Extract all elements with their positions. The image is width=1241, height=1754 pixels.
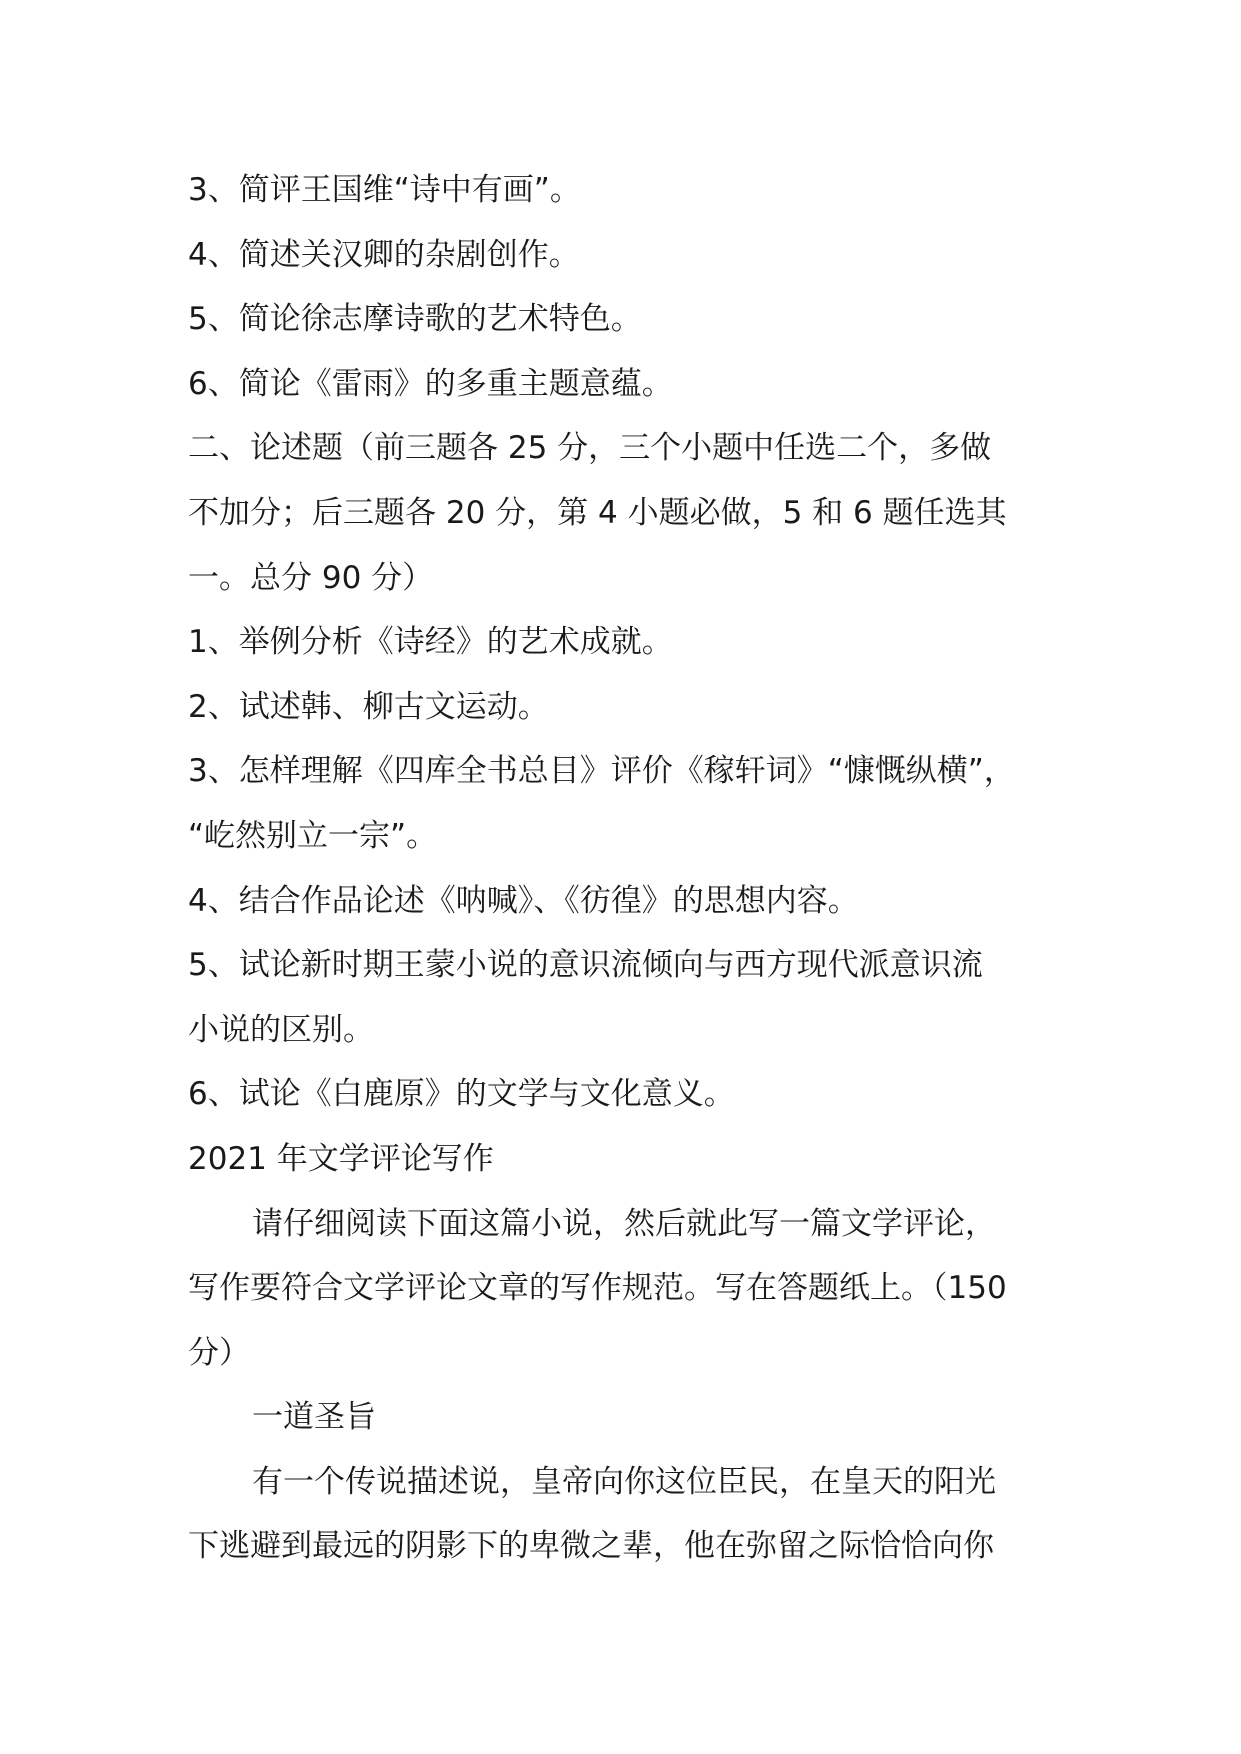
essay-question-1: 1、举例分析《诗经》的艺术成就。: [188, 624, 673, 661]
essay-question-5-line-1: 5、试论新时期王蒙小说的意识流倾向与西方现代派意识流: [188, 947, 983, 984]
essay-question-3-line-1: 3、怎样理解《四库全书总目》评价《稼轩词》“慷慨纵横”，: [188, 753, 1015, 790]
short-answer-question-4: 4、简述关汉卿的杂剧创作。: [188, 236, 580, 273]
instruction-paragraph-line-3: 分）: [188, 1334, 250, 1371]
section-title-2021-literary-criticism: 2021 年文学评论写作: [188, 1140, 494, 1177]
document-body: [188, 158, 1068, 1579]
essay-question-6: 6、试论《白鹿原》的文学与文化意义。: [188, 1076, 735, 1113]
essay-question-5-line-2: 小说的区别。: [188, 1011, 374, 1048]
short-answer-question-5: 5、简论徐志摩诗歌的艺术特色。: [188, 301, 642, 338]
essay-section-heading-line-3: 一。总分 90 分）: [188, 559, 434, 596]
instruction-paragraph-line-2: 写作要符合文学评论文章的写作规范。写在答题纸上。（150: [188, 1270, 1007, 1307]
instruction-paragraph-line-1: 请仔细阅读下面这篇小说，然后就此写一篇文学评论，: [252, 1205, 996, 1242]
short-answer-question-6: 6、简论《雷雨》的多重主题意蕴。: [188, 365, 673, 402]
short-answer-question-3: 3、简评王国维“诗中有画”。: [188, 172, 581, 208]
essay-question-4: 4、结合作品论述《呐喊》、《彷徨》的思想内容。: [188, 882, 859, 919]
essay-question-2: 2、试述韩、柳古文运动。: [188, 688, 549, 725]
story-title: 一道圣旨: [252, 1399, 376, 1436]
story-paragraph-line-2: 下逃避到最远的阴影下的卑微之辈，他在弥留之际恰恰向你: [188, 1528, 994, 1565]
essay-section-heading-line-1: 二、论述题（前三题各 25 分，三个小题中任选二个，多做: [188, 430, 992, 467]
story-paragraph-line-1: 有一个传说描述说，皇帝向你这位臣民，在皇天的阳光: [252, 1463, 996, 1500]
essay-section-heading-line-2: 不加分；后三题各 20 分，第 4 小题必做，5 和 6 题任选其: [188, 494, 1007, 531]
essay-question-3-line-2: “屹然别立一宗”。: [188, 817, 438, 854]
